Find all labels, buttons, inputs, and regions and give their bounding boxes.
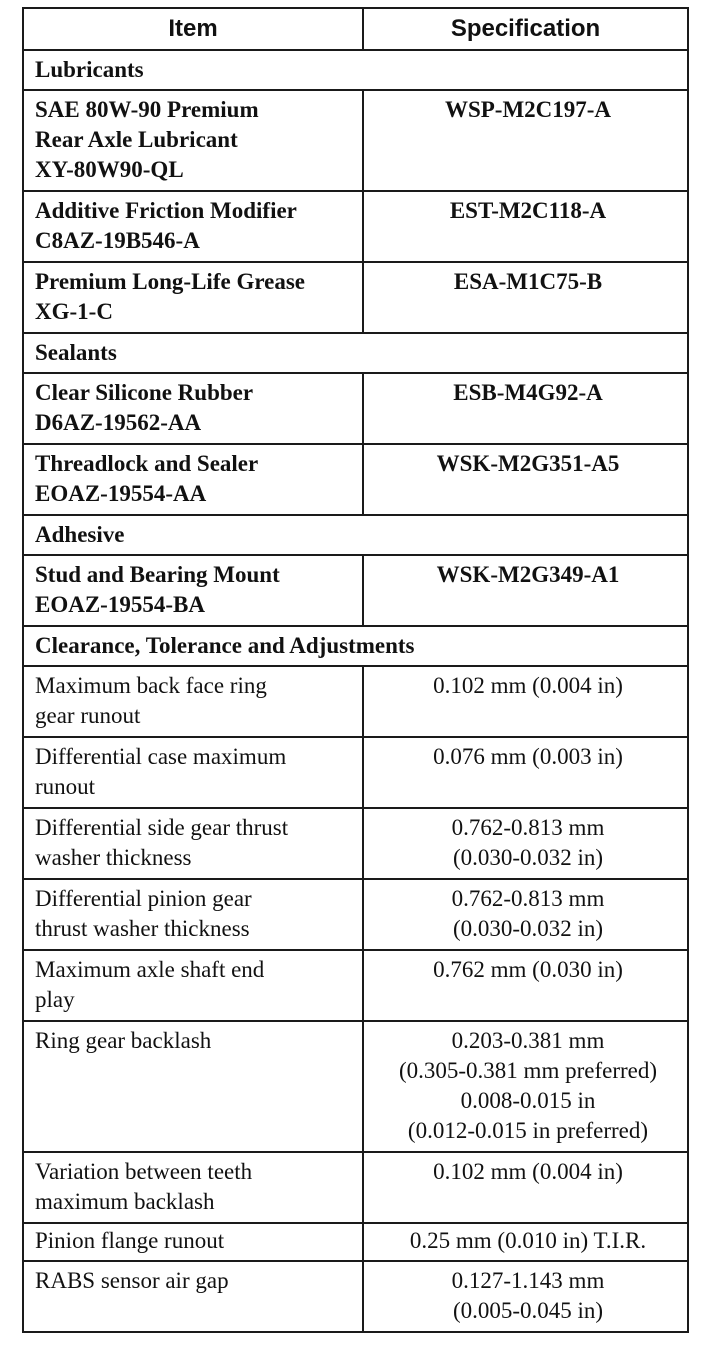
table-row: [23, 444, 688, 515]
item-text-line: Threadlock and Sealer: [35, 451, 259, 476]
specification-cell: [363, 808, 688, 879]
specification-text-line: (0.005-0.045 in): [452, 1298, 604, 1323]
specification-text-line: (0.030-0.032 in): [452, 845, 604, 870]
table-row: [23, 666, 688, 737]
item-text-line: EOAZ-19554-BA: [35, 592, 205, 617]
specification-text-line: 0.008-0.015 in: [460, 1088, 596, 1113]
item-text-line: SAE 80W-90 Premium: [35, 97, 259, 122]
specification-text-line: ESA-M1C75-B: [453, 269, 603, 294]
item-text-line: maximum backlash: [35, 1189, 215, 1214]
item-cell: [23, 444, 363, 515]
specification-text-line: 0.25 mm (0.010 in) T.I.R.: [409, 1228, 647, 1253]
table-row: [23, 1152, 688, 1223]
specification-cell: [363, 950, 688, 1021]
item-cell: [23, 555, 363, 626]
item-text-line: Pinion flange runout: [35, 1228, 225, 1253]
item-text-line: play: [35, 987, 75, 1012]
item-text-line: Stud and Bearing Mount: [35, 562, 280, 587]
specification-text-line: (0.012-0.015 in preferred): [407, 1118, 649, 1143]
section-header-adhesive: [23, 515, 688, 555]
item-text-line: Rear Axle Lubricant: [35, 127, 238, 152]
specification-cell: [363, 1021, 688, 1152]
item-text-line: Clear Silicone Rubber: [35, 380, 254, 405]
item-cell: [23, 666, 363, 737]
table-row: [23, 1223, 688, 1261]
table-row: [23, 1021, 688, 1152]
item-text-line: Premium Long-Life Grease: [35, 269, 305, 294]
item-cell: [23, 262, 363, 333]
item-text-line: C8AZ-19B546-A: [35, 228, 200, 253]
item-text-line: RABS sensor air gap: [35, 1268, 229, 1293]
specification-cell: [363, 666, 688, 737]
item-text-line: gear runout: [35, 703, 141, 728]
specification-text-line: 0.762 mm (0.030 in): [433, 957, 623, 982]
specification-text-line: 0.102 mm (0.004 in): [433, 673, 623, 698]
specification-cell: [363, 90, 688, 191]
item-text-line: EOAZ-19554-AA: [35, 481, 207, 506]
item-text-line: D6AZ-19562-AA: [35, 410, 202, 435]
item-text-line: thrust washer thickness: [35, 916, 250, 941]
specification-text-line: WSP-M2C197-A: [444, 97, 612, 122]
item-cell: [23, 808, 363, 879]
specification-cell: [363, 191, 688, 262]
item-text-line: Ring gear backlash: [35, 1028, 212, 1053]
item-cell: [23, 373, 363, 444]
table-row: [23, 373, 688, 444]
table-row: [23, 950, 688, 1021]
specification-text-line: 0.127-1.143 mm: [451, 1268, 605, 1293]
specification-cell: [363, 373, 688, 444]
item-text-line: Additive Friction Modifier: [35, 198, 297, 223]
table-row: [23, 191, 688, 262]
item-cell: [23, 1152, 363, 1223]
section-title: Sealants: [23, 333, 688, 373]
item-cell: [23, 1223, 363, 1261]
section-title: Lubricants: [23, 50, 688, 90]
specification-cell: [363, 1261, 688, 1332]
table-row: [23, 262, 688, 333]
item-text-line: Variation between teeth: [35, 1159, 253, 1184]
item-cell: [23, 737, 363, 808]
specification-text-line: ESB-M4G92-A: [453, 380, 603, 405]
specification-cell: [363, 1152, 688, 1223]
table-row: [23, 555, 688, 626]
item-cell: [23, 191, 363, 262]
table-row: [23, 879, 688, 950]
item-column-header: Item: [23, 8, 363, 50]
table-row: [23, 808, 688, 879]
item-text-line: washer thickness: [35, 845, 192, 870]
table-header-row: [23, 8, 688, 50]
specification-cell: [363, 1223, 688, 1261]
table-body: [23, 50, 688, 1332]
section-header-clearance-tolerance-and-adjustments: [23, 626, 688, 666]
specification-text-line: WSK-M2G351-A5: [436, 451, 620, 476]
item-cell: [23, 1261, 363, 1332]
specification-cell: [363, 555, 688, 626]
item-text-line: Differential pinion gear: [35, 886, 252, 911]
section-title: Clearance, Tolerance and Adjustments: [23, 626, 688, 666]
specification-text-line: WSK-M2G349-A1: [436, 562, 620, 587]
specification-table: [22, 7, 689, 1333]
table-row: [23, 1261, 688, 1332]
specification-column-header: Specification: [363, 8, 688, 50]
section-header-sealants: [23, 333, 688, 373]
item-text-line: Differential case maximum: [35, 744, 287, 769]
item-cell: [23, 879, 363, 950]
table-row: [23, 737, 688, 808]
specification-text-line: 0.762-0.813 mm: [451, 815, 605, 840]
item-cell: [23, 1021, 363, 1152]
item-text-line: Differential side gear thrust: [35, 815, 289, 840]
specification-cell: [363, 262, 688, 333]
item-text-line: XG-1-C: [35, 299, 113, 324]
specification-text-line: 0.102 mm (0.004 in): [433, 1159, 623, 1184]
specification-text-line: EST-M2C118-A: [449, 198, 607, 223]
item-cell: [23, 950, 363, 1021]
specification-cell: [363, 737, 688, 808]
specification-text-line: 0.203-0.381 mm: [451, 1028, 605, 1053]
item-text-line: Maximum back face ring: [35, 673, 267, 698]
item-cell: [23, 90, 363, 191]
specification-text-line: 0.762-0.813 mm: [451, 886, 605, 911]
specification-text-line: 0.076 mm (0.003 in): [433, 744, 623, 769]
item-text-line: XY-80W90-QL: [35, 157, 184, 182]
section-header-lubricants: [23, 50, 688, 90]
table-row: [23, 90, 688, 191]
specification-cell: [363, 879, 688, 950]
item-text-line: Maximum axle shaft end: [35, 957, 265, 982]
specification-text-line: (0.305-0.381 mm preferred): [398, 1058, 658, 1083]
item-text-line: runout: [35, 774, 96, 799]
section-title: Adhesive: [23, 515, 688, 555]
specification-cell: [363, 444, 688, 515]
specification-text-line: (0.030-0.032 in): [452, 916, 604, 941]
